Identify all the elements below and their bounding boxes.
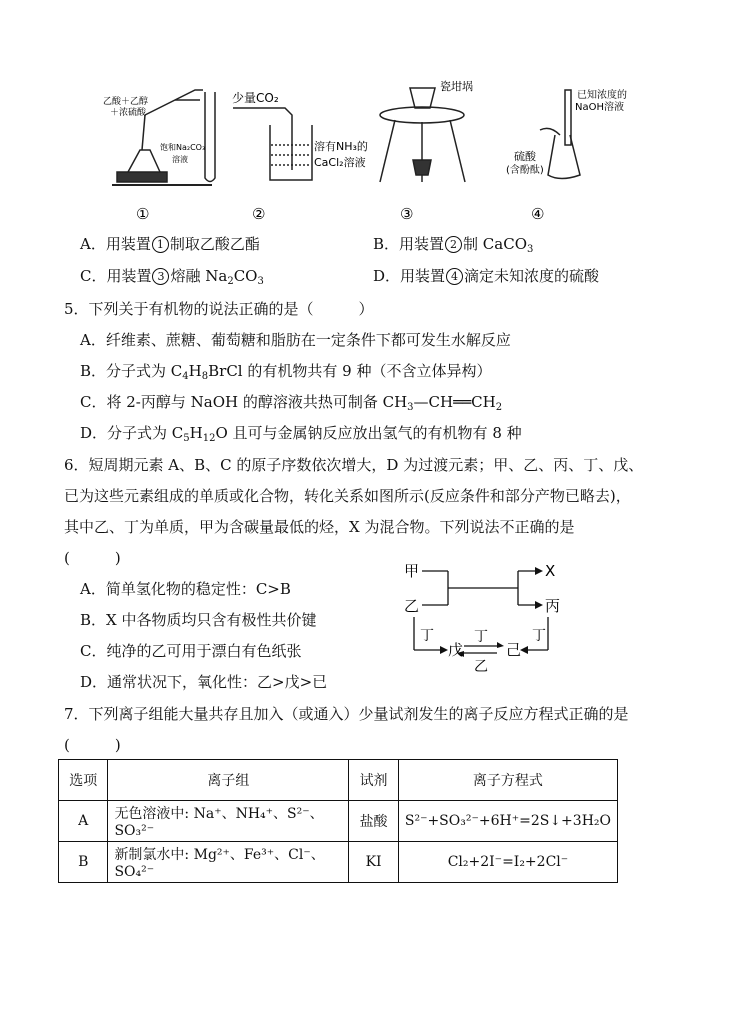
q4-option-b: B．用装置 2 制 CaCO$_3$ [373, 235, 534, 255]
row-a-reagent: 盐酸 [349, 801, 399, 842]
node-x: X [545, 562, 556, 580]
row-a-equation: S²⁻+SO₃²⁻+6H⁺=2S↓+3H₂O [398, 801, 617, 842]
q6-line-3: 其中乙、丁为单质，甲为含碳量最低的烃，X 为混合物。下列说法不正确的是 [64, 518, 575, 536]
q6-option-a: A．简单氢化物的稳定性：C>B [80, 580, 291, 598]
q7-table [58, 759, 618, 883]
app2-gas: 少量CO₂ [232, 91, 279, 105]
q6-line-4: ( ) [64, 549, 121, 567]
label-ding-left: 丁 [420, 628, 434, 644]
circled-number: 1 [152, 236, 169, 253]
q6-option-b: B．X 中各物质均只含有极性共价键 [80, 611, 317, 629]
apparatus-4 [540, 90, 580, 179]
label-yi-mid: 乙 [474, 659, 488, 675]
circled-number: 3 [152, 268, 169, 285]
node-bing: 丙 [545, 597, 561, 615]
header-reagent: 试剂 [349, 760, 399, 801]
row-b-reagent: KI [349, 842, 399, 883]
app4-left2: (含酚酞) [506, 165, 544, 176]
app-number-4: ④ [531, 205, 545, 223]
q5-option-d: D．分子式为 $C_5H_{12}O$ 且可与金属钠反应放出氢气的有机物有 8 种 [80, 424, 522, 444]
app-number-1: ① [136, 205, 150, 223]
app4-left1: 硫酸 [514, 150, 536, 163]
row-a-option: A [59, 801, 108, 842]
header-ions: 离子组 [108, 760, 349, 801]
q4-option-a: A．用装置 1 制取乙酸乙酯 [80, 235, 260, 253]
node-wu: 戊 [448, 641, 464, 659]
q7-line-2: ( ) [64, 736, 121, 754]
q4-option-d: D．用装置 4 滴定未知浓度的硫酸 [373, 267, 600, 285]
q6-line-1: 6．短周期元素 A、B、C 的原子序数依次增大，D 为过渡元素；甲、乙、丙、丁、戊、 [64, 456, 644, 474]
apparatus-2 [233, 108, 312, 180]
q6-option-c: C．纯净的乙可用于漂白有色纸张 [80, 642, 302, 660]
app1-label-top: 乙酸＋乙醇 [103, 97, 149, 107]
app3-label: 瓷坩埚 [440, 80, 473, 93]
label-ding-mid: 丁 [474, 629, 488, 645]
q4-option-c: C．用装置 3 熔融 $Na_2CO_3$ [80, 267, 264, 287]
table-row [59, 842, 618, 883]
node-ji: 己 [506, 641, 522, 659]
apparatus-figure [0, 0, 737, 230]
circled-number: 2 [445, 236, 462, 253]
q5-stem: 5．下列关于有机物的说法正确的是（ ） [64, 300, 374, 318]
app-number-2: ② [252, 205, 266, 223]
apparatus-3 [380, 88, 465, 182]
q5-option-c: C．将 2-丙醇与 NaOH 的醇溶液共热可制备 $CH_3—CH══CH_2$ [80, 393, 503, 413]
app2-sol1: 溶有NH₃的 [314, 140, 368, 153]
row-b-equation: Cl₂+2I⁻=I₂+2Cl⁻ [398, 842, 617, 883]
q6-line-2: 已为这些元素组成的单质或化合物，转化关系如图所示(反应条件和部分产物已略去)， [64, 487, 631, 505]
q5-option-a: A．纤维素、蔗糖、葡萄糖和脂肪在一定条件下都可发生水解反应 [80, 331, 511, 349]
q6-option-d: D．通常状况下，氧化性：乙>戊>已 [80, 673, 328, 691]
header-option: 选项 [59, 760, 108, 801]
q6-conversion-diagram [400, 555, 590, 685]
header-equation: 离子方程式 [398, 760, 617, 801]
app-number-3: ③ [400, 205, 414, 223]
row-b-option: B [59, 842, 108, 883]
app2-sol2: CaCl₂溶液 [314, 156, 366, 169]
app4-top1: 已知浓度的 [577, 90, 627, 101]
app1-label-right2: 溶液 [172, 155, 188, 164]
q7-line-1: 7．下列离子组能大量共存且加入（或通入）少量试剂发生的离子反应方程式正确的是 [64, 705, 629, 723]
circled-number: 4 [446, 268, 463, 285]
q5-option-b: B．分子式为 $C_4H_8BrCl$ 的有机物共有 9 种（不含立体异构） [80, 362, 492, 382]
app1-label-mid: ＋浓硫酸 [110, 108, 147, 118]
node-jia: 甲 [404, 562, 420, 580]
app1-label-right1: 饱和Na₂CO₃ [160, 143, 206, 152]
row-a-ions: 无色溶液中: Na⁺、NH₄⁺、S²⁻、SO₃²⁻ [108, 801, 349, 842]
row-b-ions: 新制氯水中: Mg²⁺、Fe³⁺、Cl⁻、SO₄²⁻ [108, 842, 349, 883]
node-yi: 乙 [404, 597, 420, 615]
label-ding-right: 丁 [532, 628, 546, 644]
table-row [59, 801, 618, 842]
app4-top2: NaOH溶液 [575, 102, 624, 113]
table-header-row [59, 760, 618, 801]
